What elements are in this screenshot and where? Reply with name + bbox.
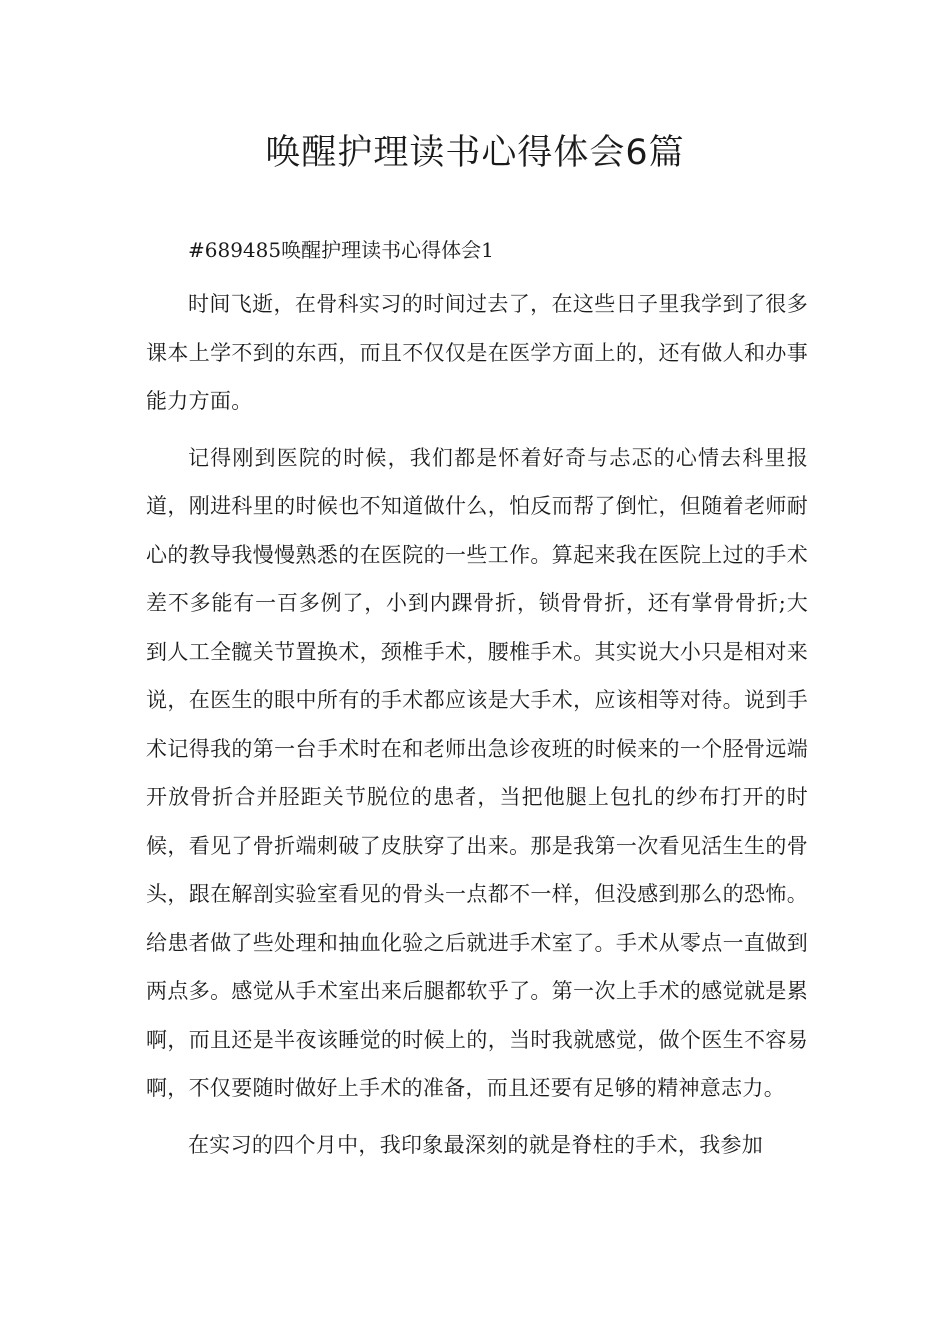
document-title: 唤醒护理读书心得体会6篇 [265,133,685,173]
section-heading: #689485唤醒护理读书心得体会1 [188,238,494,262]
document-body [146,230,808,1177]
paragraph-1: 时间飞逝，在骨科实习的时间过去了，在这些日子里我学到了很多课本上学不到的东西，而且不仅仅是在医学方面上的，还有做人和办事能力方面。 [146,292,808,413]
paragraph-3: 在实习的四个月中，我印象最深刻的就是脊柱的手术，我参加 [188,1132,764,1157]
paragraph-2: 记得刚到医院的时候，我们都是怀着好奇与忐忑的心情去科里报道，刚进科里的时候也不知道做什么，怕反而帮了倒忙，但随着老师耐心的教导我慢慢熟悉的在医院的一些工作。算起来我在医院上过的手术差不多能有一百多例了，小到内踝骨折，锁骨骨折，还有掌骨骨折;大到人工全髋关节置换术，颈椎手术，腰椎手术。其实说大小只是相对来说，在医生的眼中所有的手术都应该是大手术，应该相等对待。说到手术记得我的第一台手术时在和老师出急诊夜班的时候来的一个胫骨远端开放骨折合并胫距关节脱位的患者，当把他腿上包扎的纱布打开的时候，看见了骨折端刺破了皮肤穿了出来。那是我第一次看见活生生的骨头，跟在解剖实验室看见的骨头一点都不一样，但没感到那么的恐怖。给患者做了些处理和抽血化验之后就进手术室了。手术从零点一直做到两点多。感觉从手术室出来后腿都软乎了。第一次上手术的感觉就是累啊，而且还是半夜该睡觉的时候上的，当时我就感觉，做个医生不容易啊，不仅要随时做好上手术的准备，而且还要有足够的精神意志力。 [146,445,808,1100]
